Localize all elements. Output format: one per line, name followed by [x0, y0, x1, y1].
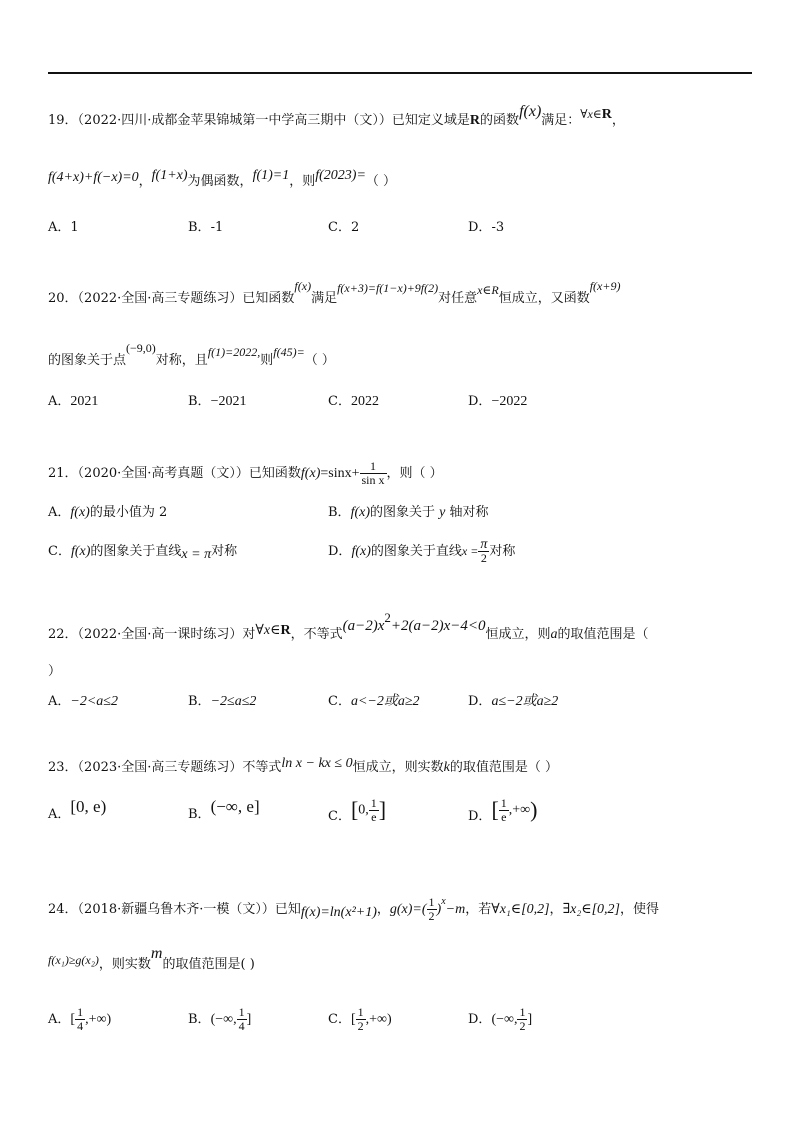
q21-option-b[interactable]: B．f(x)的图象关于 y 轴对称: [328, 505, 489, 520]
q21-option-a[interactable]: A．f(x)的最小值为 2: [48, 505, 168, 520]
q24-option-a[interactable]: A．[ $\frac{1}{4}$ ,+∞): [48, 1005, 112, 1033]
q22-option-c[interactable]: C．a<−2或a≥2: [328, 694, 420, 709]
q24-optd-fraction: $\frac{1}{2}$: [519, 1005, 526, 1033]
q20-stem-line2: 的图象关于点(−9,0)对称，且f(1)=2022,则f(45)=（ ）: [48, 341, 335, 368]
q20-option-a[interactable]: A．2021: [48, 394, 99, 409]
q19-stem-line1: 19．（2022·四川·成都金苹果锦城第一中学高三期中（文））已知定义域是R的函数f(x)满足：∀x∈R，: [48, 103, 625, 128]
q21-fraction: $\frac{1}{\text{sin x}}$: [361, 459, 385, 487]
q24-stem-line2: f(x₁)≥g(x₂)，则实数m的取值范围是( ): [48, 945, 255, 972]
q19-option-a[interactable]: A．1: [48, 220, 79, 235]
q22-option-d[interactable]: D．a≤−2或a≥2: [468, 694, 559, 709]
q20-option-d[interactable]: D．−2022: [468, 394, 528, 409]
q23-option-c[interactable]: C．[0, $\frac{1}{e}$ ]: [328, 795, 387, 824]
q24-option-b[interactable]: B．(−∞, $\frac{1}{4}$ ]: [188, 1005, 252, 1033]
q23-option-a[interactable]: A．[0, e): [48, 797, 107, 822]
q23-option-d[interactable]: D．[ $\frac{1}{e}$ ,+∞): [468, 795, 538, 824]
header-rule: [48, 72, 752, 74]
q23-optc-fraction: $\frac{1}{e}$: [370, 795, 377, 824]
q21-option-d[interactable]: D．f(x)的图象关于直线x = $\frac{\pi}{2}$ 对称: [328, 537, 516, 565]
q20-option-b[interactable]: B．−2021: [188, 394, 247, 409]
q19-option-b[interactable]: B．-1: [188, 220, 224, 235]
q20-option-c[interactable]: C．2022: [328, 394, 379, 409]
q22-option-a[interactable]: A．−2<a≤2: [48, 694, 118, 709]
q24-option-d[interactable]: D．(−∞, $\frac{1}{2}$ ]: [468, 1005, 533, 1033]
q21-stem: 21．（2020·全国·高考真题（文））已知函数f(x)=sinx+ $\frac{1}{\text{sin x}}$ ，则（ ）: [48, 459, 443, 487]
q21-optd-fraction: $\frac{\pi}{2}$: [480, 537, 488, 565]
q19-stem-line2: f(4+x)+f(−x)=0，f(1+x)为偶函数，f(1)=1，则f(2023)=（ ）: [48, 168, 397, 189]
q23-optd-fraction: $\frac{1}{e}$: [500, 795, 507, 824]
q24-optc-fraction: $\frac{1}{2}$: [357, 1005, 364, 1033]
q20-stem-line1: 20．（2022·全国·高三专题练习）已知函数f(x)满足f(x+3)=f(1−x)+9f(2)对任意x∈R恒成立，又函数f(x+9): [48, 279, 621, 306]
q23-option-b[interactable]: B．(−∞, e]: [188, 797, 260, 822]
q23-stem: 23．（2023·全国·高三专题练习）不等式ln x − kx ≤ 0恒成立，则实数k的取值范围是（ ）: [48, 756, 558, 775]
q22-stem-line1: 22．（2022·全国·高一课时练习）对∀x∈R，不等式(a−2)x2+2(a−2)x−4<0恒成立，则a的取值范围是（: [48, 610, 649, 642]
q19-option-c[interactable]: C．2: [328, 220, 360, 235]
q24-stem-line1: 24．（2018·新疆乌鲁木齐·一模（文））已知f(x)=ln(x²+1)，g(x)=( $\frac{1}{2}$ )$^x$−m，若∀x₁∈[0,2]，∃x₂∈[0,2]，使得: [48, 895, 660, 923]
q22-stem-line2: ）: [48, 664, 62, 679]
q24-option-c[interactable]: C．[ $\frac{1}{2}$ ,+∞): [328, 1005, 392, 1033]
q22-option-b[interactable]: B．−2≤a≤2: [188, 694, 257, 709]
q21-option-c[interactable]: C．f(x)的图象关于直线x = π对称: [48, 544, 238, 562]
q24-g-fraction: $\frac{1}{2}$: [428, 895, 435, 923]
q24-optb-fraction: $\frac{1}{4}$: [238, 1005, 245, 1033]
q19-option-d[interactable]: D．-3: [468, 220, 505, 235]
q24-opta-fraction: $\frac{1}{4}$: [77, 1005, 84, 1033]
